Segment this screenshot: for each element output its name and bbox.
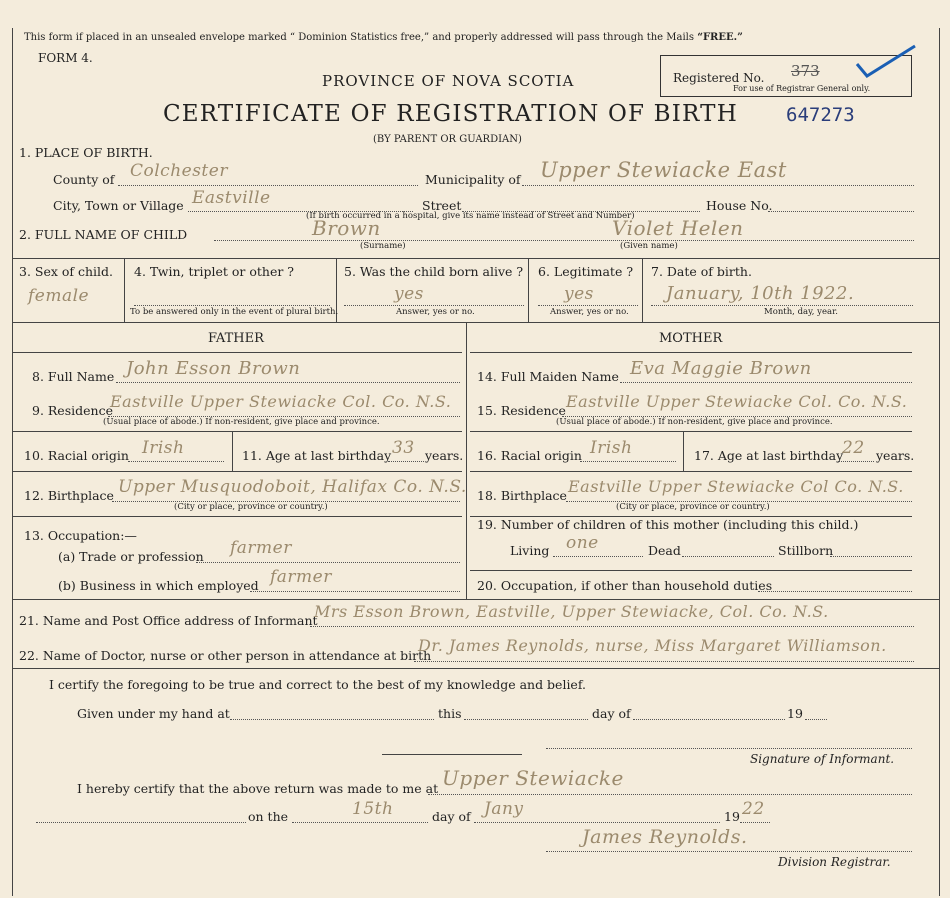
trade-label: (a) Trade or profession bbox=[58, 549, 204, 564]
mother-birthplace-label: 18. Birthplace bbox=[477, 488, 567, 503]
page-title: CERTIFICATE OF REGISTRATION OF BIRTH bbox=[163, 101, 738, 127]
twin-note: To be answered only in the event of plural birth. bbox=[130, 307, 339, 317]
mother-heading: MOTHER bbox=[659, 331, 723, 346]
business-label: (b) Business in which employed bbox=[58, 578, 259, 593]
mother-birthplace: Eastville Upper Stewiacke Col Co. N.S. bbox=[568, 477, 904, 496]
month-value: Jany bbox=[484, 799, 524, 819]
house-label: House No. bbox=[706, 198, 773, 213]
father-residence: Eastville Upper Stewiacke Col. Co. N.S. bbox=[110, 392, 452, 411]
county-label: County of bbox=[53, 172, 115, 187]
attendant-label: 22. Name of Doctor, nurse or other person in attendance at birth bbox=[19, 648, 432, 663]
dob-value: January, 10th 1922. bbox=[666, 283, 855, 304]
registrar-note: For use of Registrar General only. bbox=[733, 84, 871, 93]
children-label: 19. Number of children of this mother (including this child.) bbox=[477, 517, 859, 532]
child-name-label: 2. FULL NAME OF CHILD bbox=[19, 227, 188, 242]
father-years: years. bbox=[425, 448, 464, 463]
return-place: Upper Stewiacke bbox=[442, 766, 624, 790]
year-prefix: 19 bbox=[787, 706, 803, 721]
registered-label: Registered No. bbox=[673, 71, 765, 85]
dayof2-label: day of bbox=[432, 809, 471, 824]
mother-racial: Irish bbox=[590, 438, 633, 458]
father-residence-label: 9. Residence bbox=[32, 403, 113, 418]
city-value: Eastville bbox=[192, 188, 271, 208]
living-label: Living bbox=[510, 543, 550, 558]
father-racial-label: 10. Racial origin bbox=[24, 448, 129, 463]
subtitle: (BY PARENT OR GUARDIAN) bbox=[373, 134, 522, 145]
father-racial: Irish bbox=[142, 438, 185, 458]
mother-residence: Eastville Upper Stewiacke Col. Co. N.S. bbox=[566, 392, 908, 411]
division-registrar-label: Division Registrar. bbox=[778, 855, 891, 869]
father-age: 33 bbox=[392, 438, 415, 458]
father-residence-note: (Usual place of abode.) If non-resident, give place and province. bbox=[103, 417, 380, 427]
father-age-label: 11. Age at last birthday bbox=[242, 448, 392, 463]
sex-label: 3. Sex of child. bbox=[19, 264, 114, 279]
mother-residence-label: 15. Residence bbox=[477, 403, 566, 418]
notice-free: “FREE.” bbox=[697, 32, 743, 43]
father-heading: FATHER bbox=[208, 331, 264, 346]
given-under-label: Given under my hand at bbox=[77, 706, 230, 721]
legitimate-label: 6. Legitimate ? bbox=[538, 264, 634, 279]
mother-residence-note: (Usual place of abode.) If non-resident, give place and province. bbox=[556, 417, 833, 427]
registered-value: 373 bbox=[791, 62, 820, 80]
mother-name: Eva Maggie Brown bbox=[630, 358, 812, 379]
place-of-birth-heading: 1. PLACE OF BIRTH. bbox=[19, 145, 153, 160]
father-birthplace-label: 12. Birthplace bbox=[24, 488, 114, 503]
dob-label: 7. Date of birth. bbox=[651, 264, 752, 279]
given-name-note: (Given name) bbox=[620, 241, 678, 251]
notice-text: This form if placed in an unsealed envelope marked “ Dominion Statistics free,” and properly addressed will pass through the Mails bbox=[24, 32, 694, 43]
year2-prefix: 19 bbox=[724, 809, 740, 824]
informant-value: Mrs Esson Brown, Eastville, Upper Stewiacke, Col. Co. N.S. bbox=[314, 602, 829, 621]
dead-label: Dead bbox=[648, 543, 681, 558]
trade-value: farmer bbox=[230, 538, 292, 558]
dob-note: Month, day, year. bbox=[764, 307, 838, 317]
surname-note: (Surname) bbox=[360, 241, 406, 251]
mother-years: years. bbox=[876, 448, 915, 463]
mother-age: 22 bbox=[842, 438, 865, 458]
child-surname: Brown bbox=[312, 216, 381, 240]
mother-age-label: 17. Age at last birthday bbox=[694, 448, 844, 463]
alive-value: yes bbox=[394, 284, 424, 304]
city-label: City, Town or Village bbox=[53, 198, 184, 213]
left-border bbox=[12, 28, 13, 896]
right-border bbox=[939, 28, 940, 896]
county-value: Colchester bbox=[130, 161, 228, 181]
business-value: farmer bbox=[270, 567, 332, 587]
certify-statement: I certify the foregoing to be true and correct to the best of my knowledge and belief. bbox=[49, 677, 586, 692]
attendant-value: Dr. James Reynolds, nurse, Miss Margaret Williamson. bbox=[418, 636, 887, 655]
year2-value: 22 bbox=[742, 799, 765, 819]
mother-birthplace-note: (City or place, province or country.) bbox=[616, 502, 770, 512]
father-name-label: 8. Full Name bbox=[32, 369, 115, 384]
legitimate-value: yes bbox=[564, 284, 594, 304]
registered-box bbox=[660, 55, 912, 97]
mother-name-label: 14. Full Maiden Name bbox=[477, 369, 619, 384]
mother-racial-label: 16. Racial origin bbox=[477, 448, 582, 463]
postal-notice bbox=[24, 33, 743, 43]
dayof-label: day of bbox=[592, 706, 631, 721]
street-label: Street bbox=[422, 198, 462, 213]
alive-note: Answer, yes or no. bbox=[396, 307, 475, 317]
day-value: 15th bbox=[352, 799, 394, 819]
legitimate-note: Answer, yes or no. bbox=[550, 307, 629, 317]
registrar-signature: James Reynolds. bbox=[582, 826, 748, 848]
stillborn-label: Stillborn bbox=[778, 543, 834, 558]
father-birthplace: Upper Musquodoboit, Halifax Co. N.S. bbox=[118, 477, 467, 497]
province-heading: PROVINCE OF NOVA SCOTIA bbox=[322, 72, 575, 90]
alive-label: 5. Was the child born alive ? bbox=[344, 264, 524, 279]
check-mark-icon bbox=[851, 42, 921, 86]
father-birthplace-note: (City or place, province or country.) bbox=[174, 502, 328, 512]
municipality-value: Upper Stewiacke East bbox=[540, 158, 787, 182]
on-the-label: on the bbox=[248, 809, 289, 824]
father-name: John Esson Brown bbox=[126, 358, 301, 379]
mother-occupation-label: 20. Occupation, if other than household duties bbox=[477, 578, 773, 593]
form-number: FORM 4. bbox=[38, 51, 93, 65]
occupation-label: 13. Occupation:— bbox=[24, 528, 137, 543]
hospital-note: (If birth occurred in a hospital, give its name instead of Street and Number) bbox=[306, 211, 635, 221]
twin-label: 4. Twin, triplet or other ? bbox=[134, 264, 294, 279]
municipality-label: Municipality of bbox=[425, 172, 521, 187]
sex-value: female bbox=[28, 286, 90, 306]
informant-label: 21. Name and Post Office address of Informant bbox=[19, 613, 318, 628]
signature-informant-label: Signature of Informant. bbox=[750, 752, 895, 766]
living-value: one bbox=[566, 533, 599, 553]
child-given-name: Violet Helen bbox=[612, 216, 744, 240]
certificate-number: 647273 bbox=[786, 104, 855, 126]
return-label: I hereby certify that the above return was made to me at bbox=[77, 781, 439, 796]
this-label: this bbox=[438, 706, 462, 721]
